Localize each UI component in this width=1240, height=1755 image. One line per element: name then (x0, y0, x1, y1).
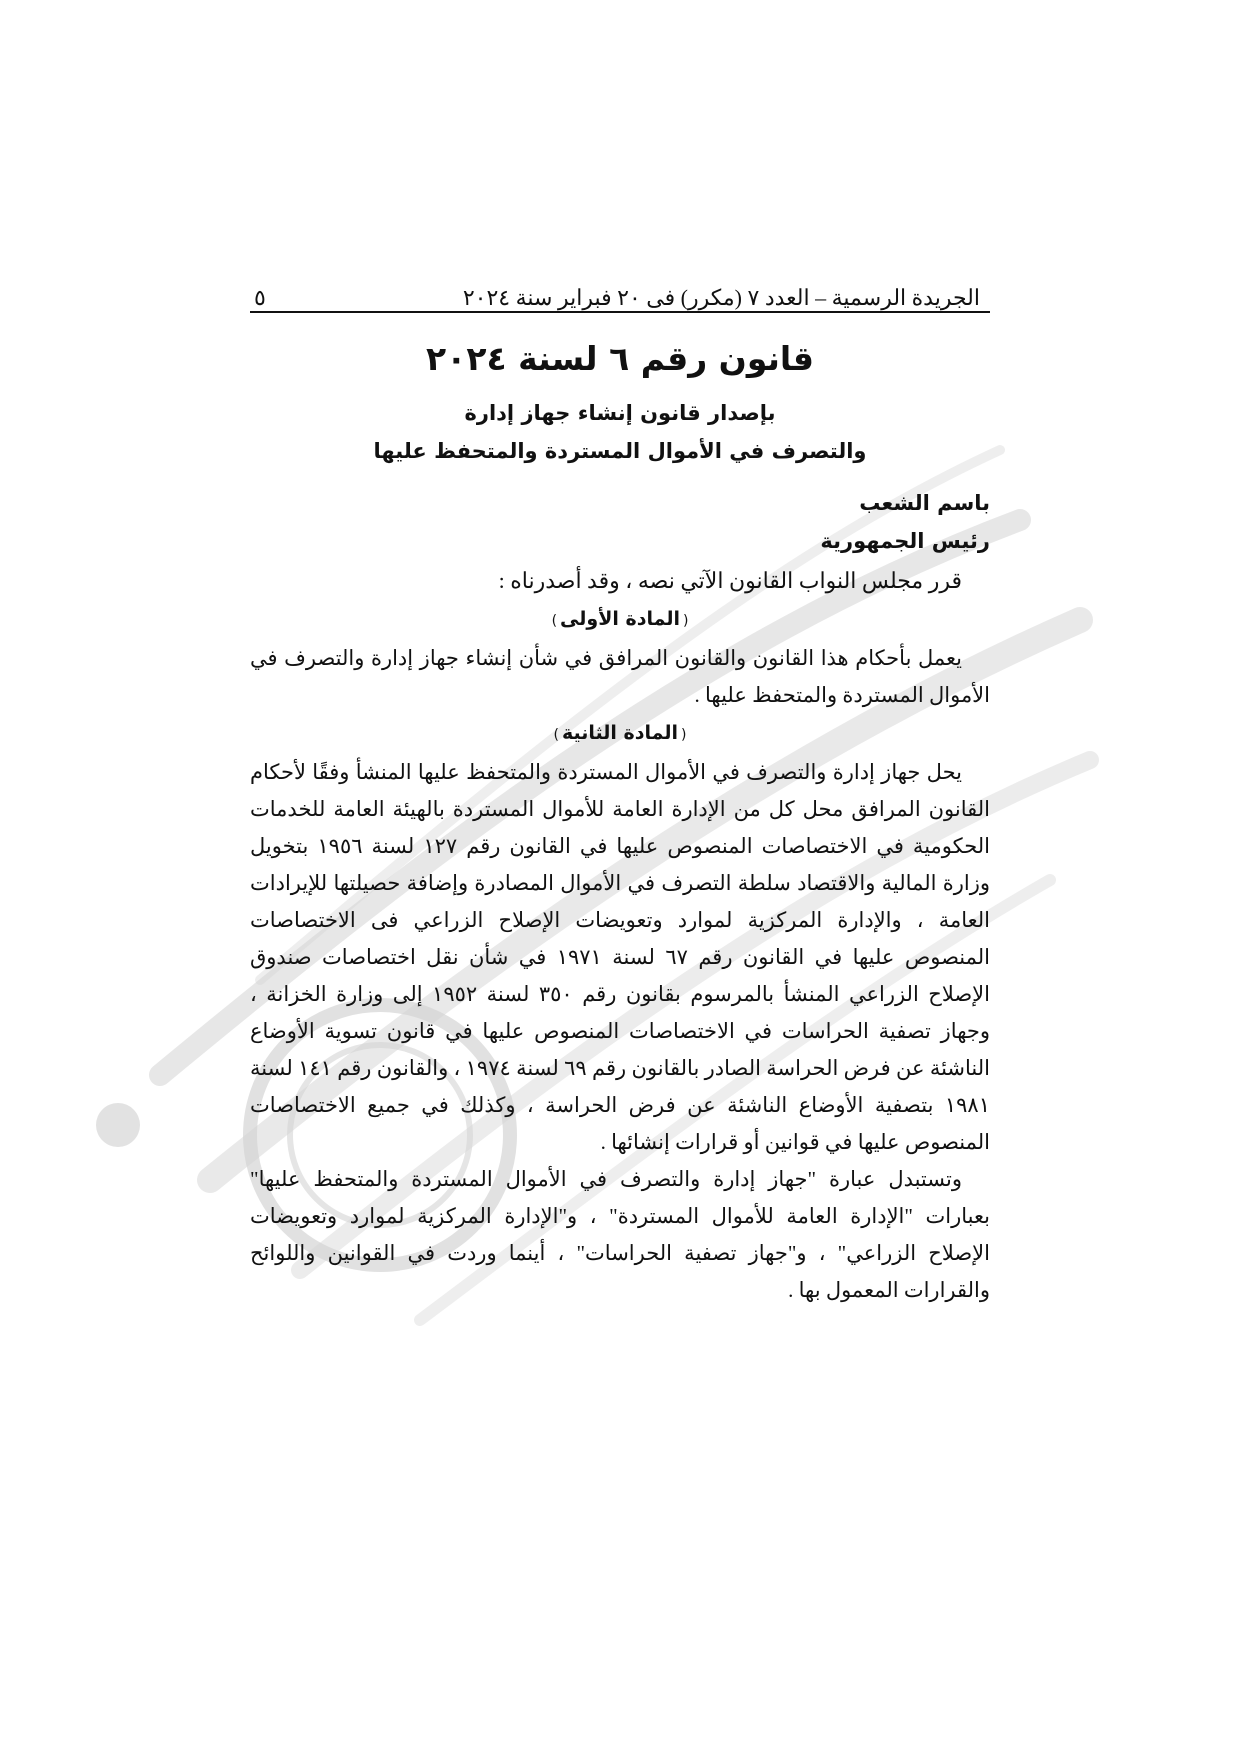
law-title: قانون رقم ٦ لسنة ٢٠٢٤ (426, 339, 814, 378)
preamble: قرر مجلس النواب القانون الآتي نصه ، وقد أصدرناه : (498, 568, 962, 593)
article-heading: (المادة الأولى) (551, 608, 689, 630)
running-header (250, 275, 990, 313)
article-1 (250, 600, 990, 714)
article-paragraph: يعمل بأحكام هذا القانون والقانون المرافق في شأن إنشاء جهاز إدارة والتصرف في الأموال المستردة والمتحفظ عليها . (250, 646, 990, 707)
law-subtitle-line2: والتصرف في الأموال المستردة والمتحفظ عليها (373, 439, 867, 463)
header-title: الجريدة الرسمية – العدد ٧ (مكرر) فى ٢٠ فبراير سنة ٢٠٢٤ (462, 285, 980, 310)
article-paragraph: وتستبدل عبارة "جهاز إدارة والتصرف في الأموال المستردة والمتحفظ عليها" بعبارات "الإدارة العامة للأموال المستردة" ، و"الإدارة المركزية لموارد وتعويضات الإصلاح الزراعي" ، و"جهاز تصفية الحراسات" ، أينما وردت في القوانين واللوائح والقرارات المعمول بها . (250, 1167, 990, 1302)
page-number: ٥ (254, 285, 266, 310)
invocation (250, 484, 990, 560)
law-subtitle (250, 394, 990, 470)
article-heading-text: المادة الأولى (560, 608, 680, 630)
article-heading-text: المادة الثانية (561, 722, 679, 744)
article-heading: (المادة الثانية) (553, 722, 687, 744)
invocation-people: باسم الشعب (859, 491, 990, 515)
law-subtitle-line1: بإصدار قانون إنشاء جهاز إدارة (464, 401, 776, 425)
invocation-president: رئيس الجمهورية (820, 529, 990, 553)
article-paragraph: يحل جهاز إدارة والتصرف في الأموال المستردة والمتحفظ عليها المنشأ وفقًا لأحكام القانون المرافق محل كل من الإدارة العامة للأموال المستردة بالهيئة العامة للخدمات الحكومية في الاختصاصات المنصوص عليها في القانون رقم ١٢٧ لسنة ١٩٥٦ بتخويل وزارة المالية والاقتصاد سلطة التصرف في الأموال المصادرة وإضافة حصيلتها للإيرادات العامة ، والإدارة المركزية لموارد وتعويضات الإصلاح الزراعي فى الاختصاصات المنصوص عليها في القانون رقم ٦٧ لسنة ١٩٧١ في شأن نقل اختصاصات صندوق الإصلاح الزراعي المنشأ بالمرسوم بقانون رقم ٣٥٠ لسنة ١٩٥٢ إلى وزارة الخزانة ، وجهاز تصفية الحراسات في الاختصاصات المنصوص عليها في قانون تسوية الأوضاع الناشئة عن فرض الحراسة الصادر بالقانون رقم ٦٩ لسنة ١٩٧٤ ، والقانون رقم ١٤١ لسنة ١٩٨١ بتصفية الأوضاع الناشئة عن فرض الحراسة ، وكذلك في جميع الاختصاصات المنصوص عليها في قوانين أو قرارات إنشائها . (250, 760, 991, 1154)
page-content (250, 275, 990, 1309)
article-2 (250, 714, 990, 1309)
